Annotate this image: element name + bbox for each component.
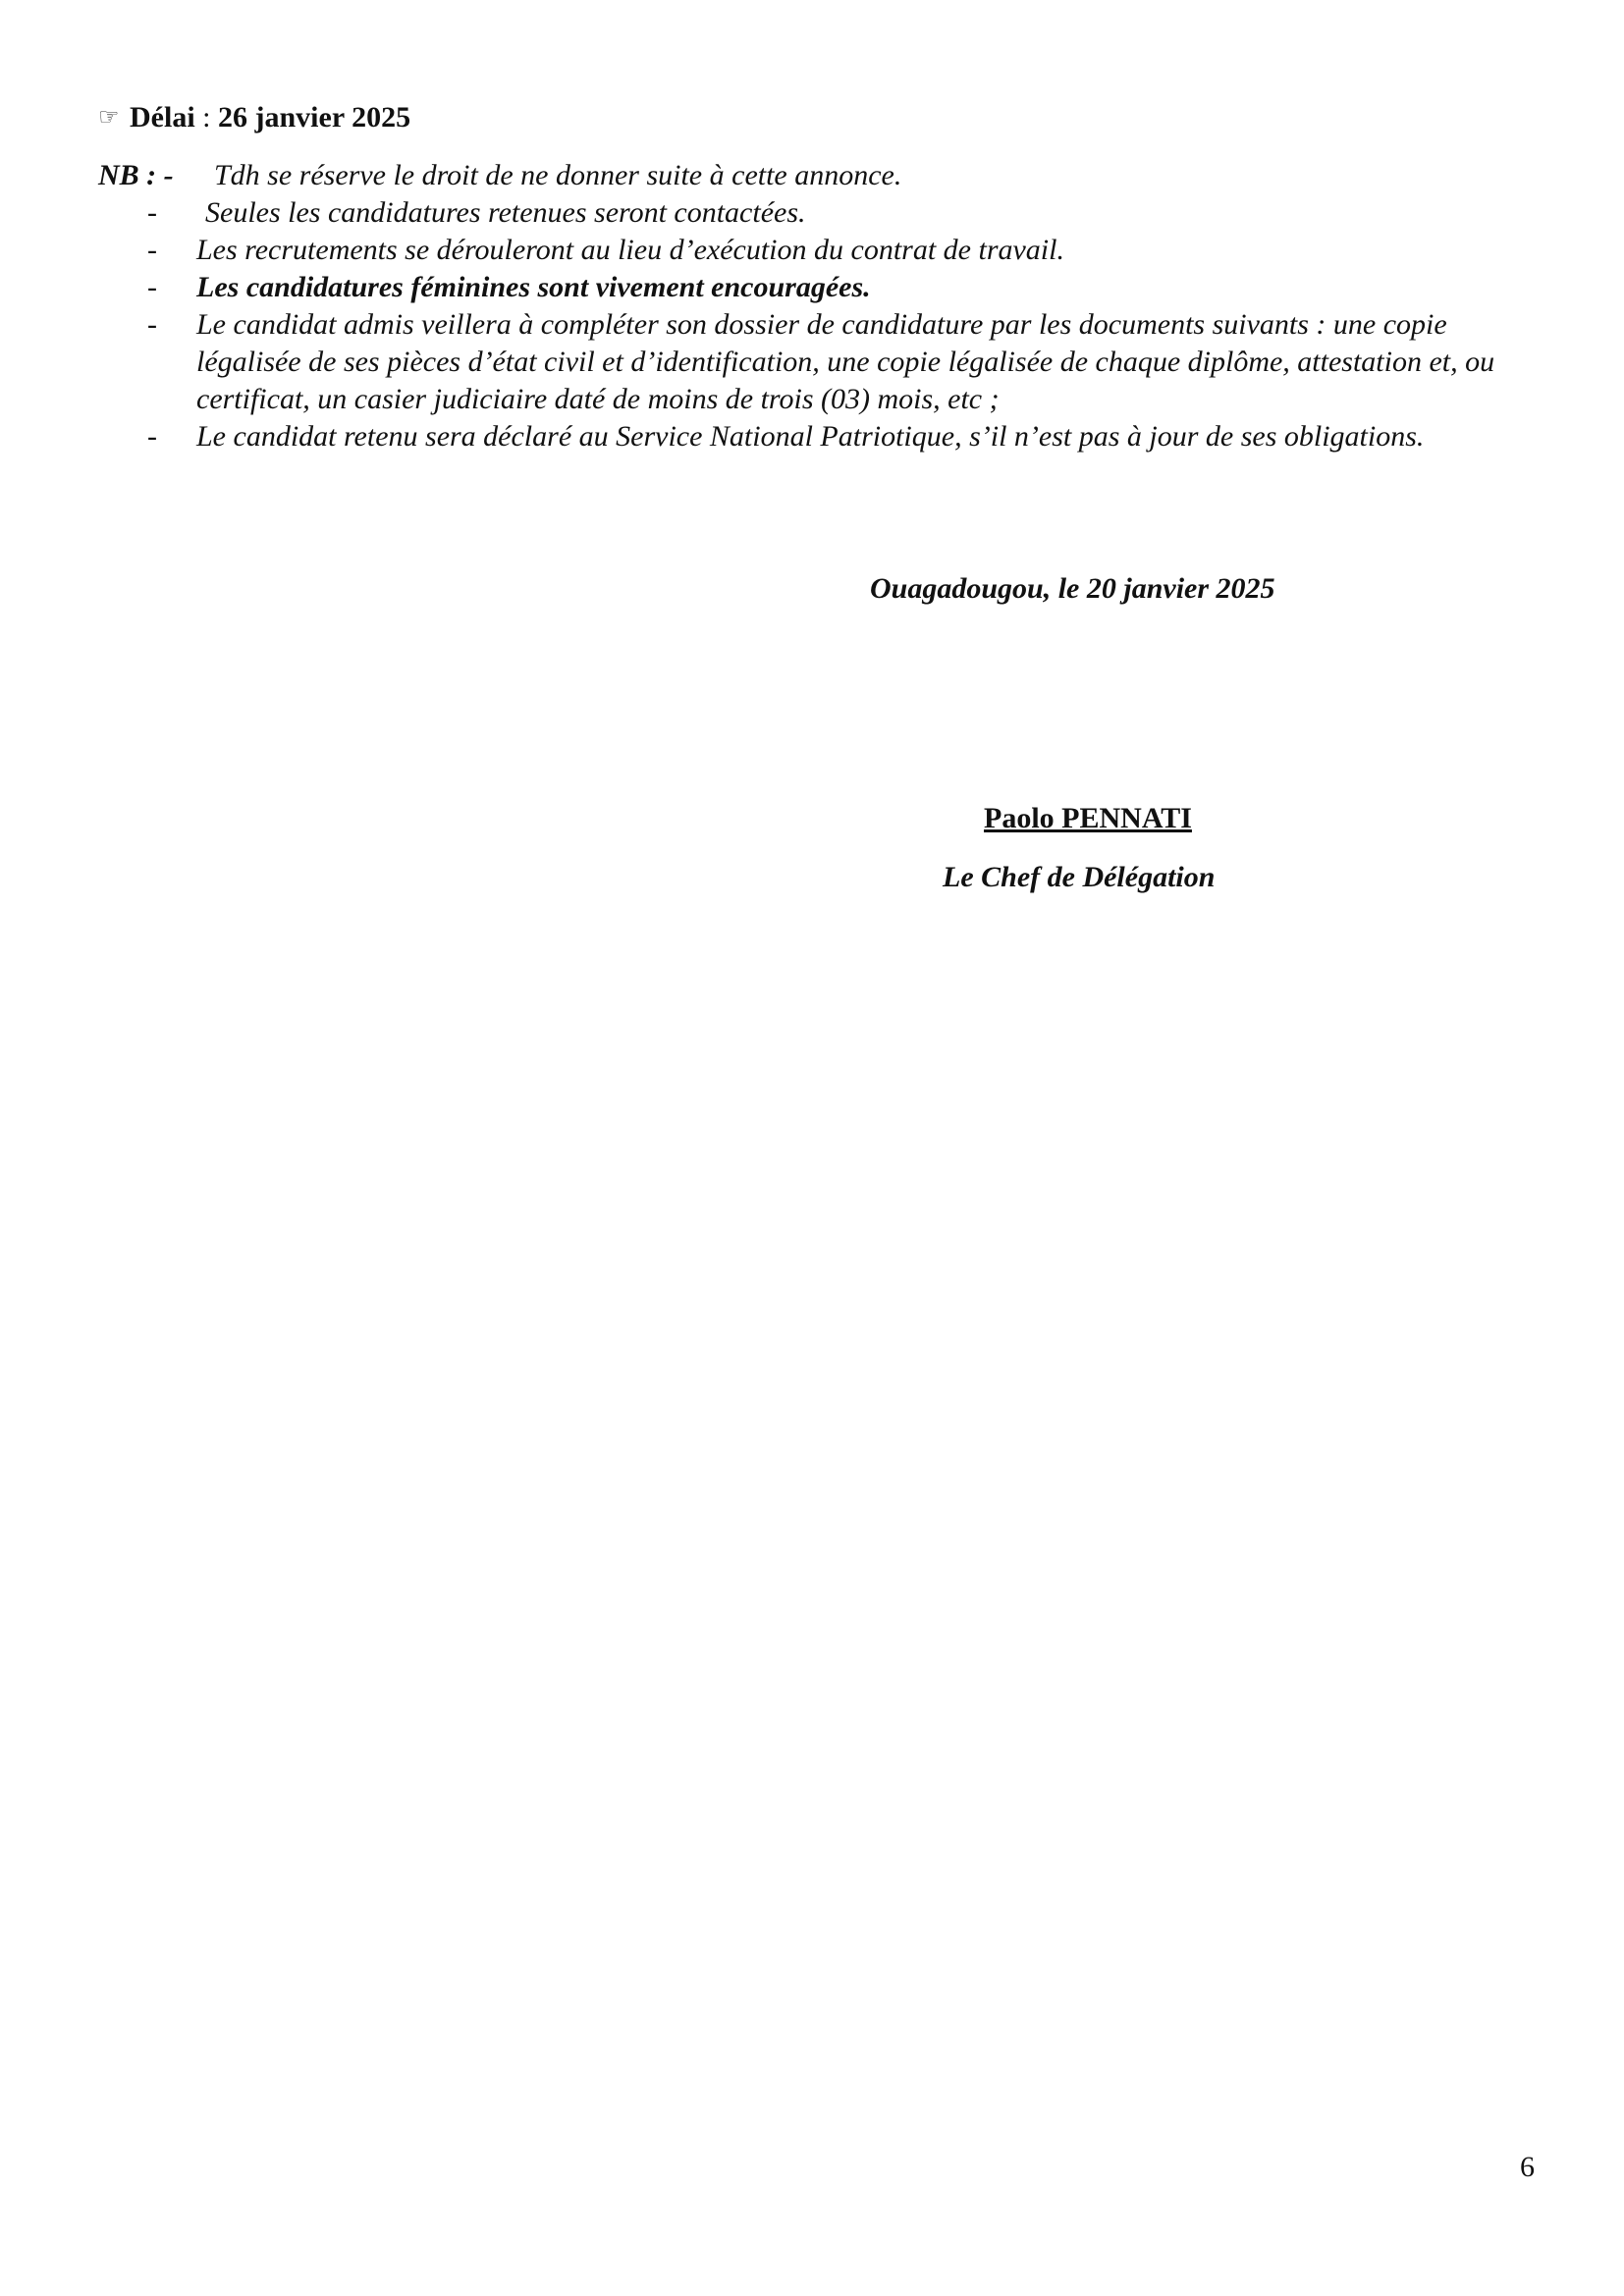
list-item (98, 232, 1522, 269)
note-text: Seules les candidatures retenues seront contactées. (205, 196, 806, 229)
note-text: Le candidat retenu sera déclaré au Service National Patriotique, s’il n’est pas à jour de ses obligations. (196, 420, 1425, 453)
dash-bullet: - (147, 271, 157, 303)
deadline-label: Délai (130, 101, 195, 133)
signatory-title: Le Chef de Délégation (943, 861, 1216, 893)
deadline-date: 26 janvier 2025 (218, 101, 411, 133)
list-item (98, 418, 1522, 455)
nb-label: NB : - (98, 159, 174, 191)
nb-notes (98, 157, 1522, 455)
deadline-separator: : (194, 101, 218, 133)
note-text: Les recrutements se dérouleront au lieu d’exécution du contrat de travail. (196, 234, 1064, 266)
list-item (98, 269, 1522, 306)
dash-bullet: - (147, 420, 157, 453)
nb-header (98, 157, 1522, 194)
place-and-date: Ouagadougou, le 20 janvier 2025 (870, 572, 1275, 605)
list-item (98, 306, 1522, 418)
nb-list (98, 194, 1522, 455)
pointing-hand-icon: ☞ (98, 105, 120, 131)
page-number: 6 (1520, 2151, 1535, 2183)
dash-bullet: - (147, 234, 157, 266)
deadline-line (98, 96, 410, 139)
list-item (98, 194, 1522, 232)
note-text: Le candidat admis veillera à compléter son dossier de candidature par les documents suivants : une copie légalisée de ses pièces d’état civil et d’identification, une copie légalisée de chaque diplôme, attestation et, ou certificat, un casier judiciaire daté de moins de trois (03) mois, etc ; (196, 308, 1495, 415)
dash-bullet: - (147, 196, 157, 229)
dash-bullet: - (147, 308, 157, 341)
note-text: Les candidatures féminines sont vivement encouragées. (196, 271, 871, 303)
signatory-name: Paolo PENNATI (984, 802, 1192, 834)
nb-first-note: Tdh se réserve le droit de ne donner suite à cette annonce. (214, 159, 902, 191)
